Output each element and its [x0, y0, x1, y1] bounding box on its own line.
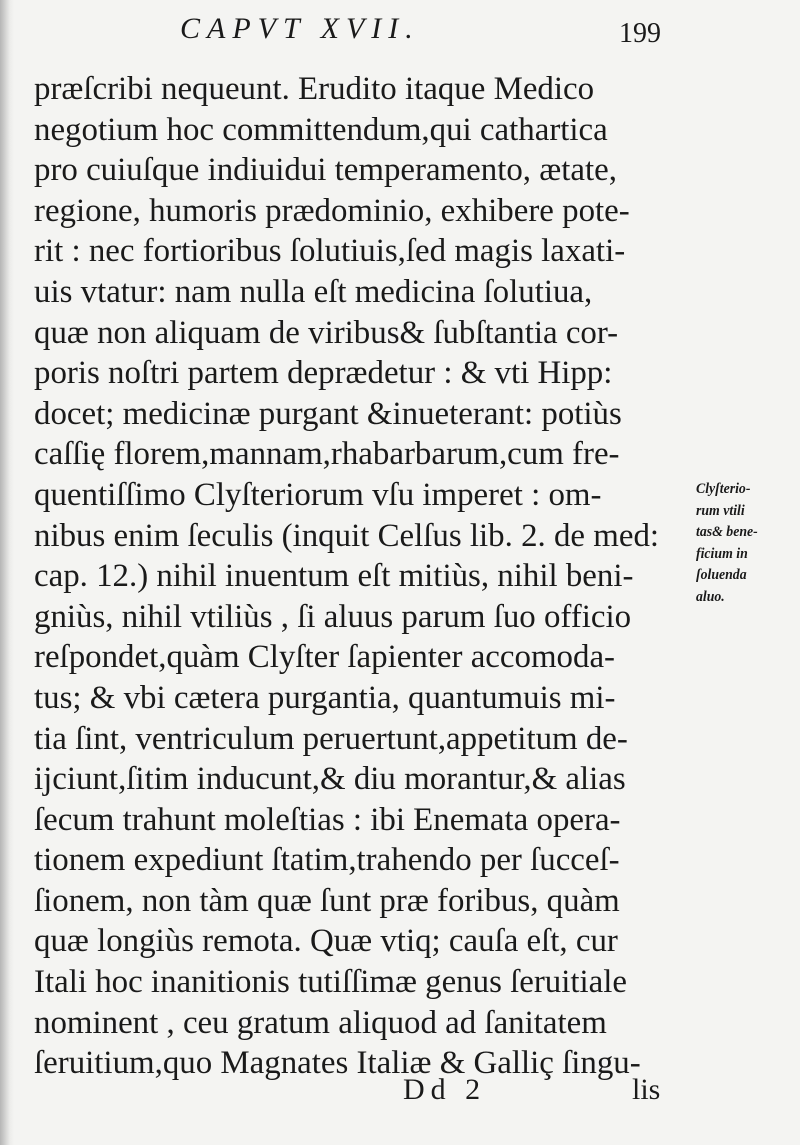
text-line: negotium hoc committendum,qui cathartica — [34, 111, 608, 148]
text-line: rit : nec fortioribus ſolutiuis,ſed magis laxati- — [34, 233, 626, 270]
text-line: ſionem, non tàm quæ ſunt præ foribus, quàm — [34, 882, 620, 919]
margin-note-line: aluo. — [696, 588, 725, 605]
body-text — [34, 69, 694, 1084]
text-line: ijciunt,ſitim inducunt,& diu morantur,& alias — [34, 761, 626, 798]
margin-note-line: tas& bene- — [696, 524, 758, 540]
text-line: docet; medicinæ purgant &inueterant: potiùs — [34, 395, 622, 432]
margin-note-line: rum vtili — [696, 502, 745, 519]
text-line: pro cuiuſque indiuidui temperamento, ætate, — [34, 152, 617, 189]
text-line: quentiſſimo Clyſteriorum vſu imperet : om- — [34, 476, 602, 513]
signature-mark: Dd 2 — [403, 1073, 487, 1106]
text-line: nibus enim ſeculis (inquit Celſus lib. 2. de med: — [34, 517, 660, 554]
text-line: præſcribi nequeunt. Erudito itaque Medico — [34, 71, 595, 107]
gutter-shadow — [0, 0, 14, 1145]
text-line: Itali hoc inanitionis tutiſſimæ genus ſeruitiale — [34, 964, 628, 1001]
text-line: reſpondet,quàm Clyſter ſapienter accomoda- — [34, 639, 616, 676]
text-line: poris noſtri partem deprædetur : & vti Hipp: — [34, 355, 613, 392]
text-line: tionem expediunt ſtatim,trahendo per ſucceſ- — [34, 842, 620, 879]
margin-note-line: ſoluenda — [696, 567, 747, 583]
text-line: quæ longiùs remota. Quæ vtiq; cauſa eſt, cur — [34, 923, 618, 960]
margin-note — [696, 479, 796, 608]
text-line: ſecum trahunt moleſtias : ibi Enemata opera- — [34, 801, 621, 838]
text-line: cap. 12.) nihil inuentum eſt mitiùs, nihil beni- — [34, 558, 634, 595]
running-head: CAPVT XVII. — [180, 12, 420, 45]
margin-note-line: Clyſterio- — [696, 481, 751, 497]
text-line: gniùs, nihil vtiliùs , ſi aluus parum ſuo officio — [34, 598, 632, 635]
margin-note-line: ficium in — [696, 545, 748, 562]
text-line: nominent , ceu gratum aliquod ad ſanitatem — [34, 1004, 607, 1041]
text-line: uis vtatur: nam nulla eſt medicina ſolutiua, — [34, 273, 593, 310]
text-line: caſſię florem,mannam,rhabarbarum,cum fre- — [34, 436, 620, 473]
text-line: tia ſint, ventriculum peruertunt,appetitum de- — [34, 720, 628, 757]
text-line: quæ non aliquam de viribus& ſubſtantia cor- — [34, 314, 619, 351]
text-line: tus; & vbi cætera purgantia, quantumuis mi- — [34, 679, 616, 716]
catchword: lis — [632, 1073, 661, 1106]
page-number: 199 — [619, 18, 661, 49]
text-line: ſeruitium,quo Magnates Italiæ & Galliç ſingu- — [34, 1045, 641, 1082]
text-line: regione, humoris prædominio, exhibere pote- — [34, 192, 630, 229]
